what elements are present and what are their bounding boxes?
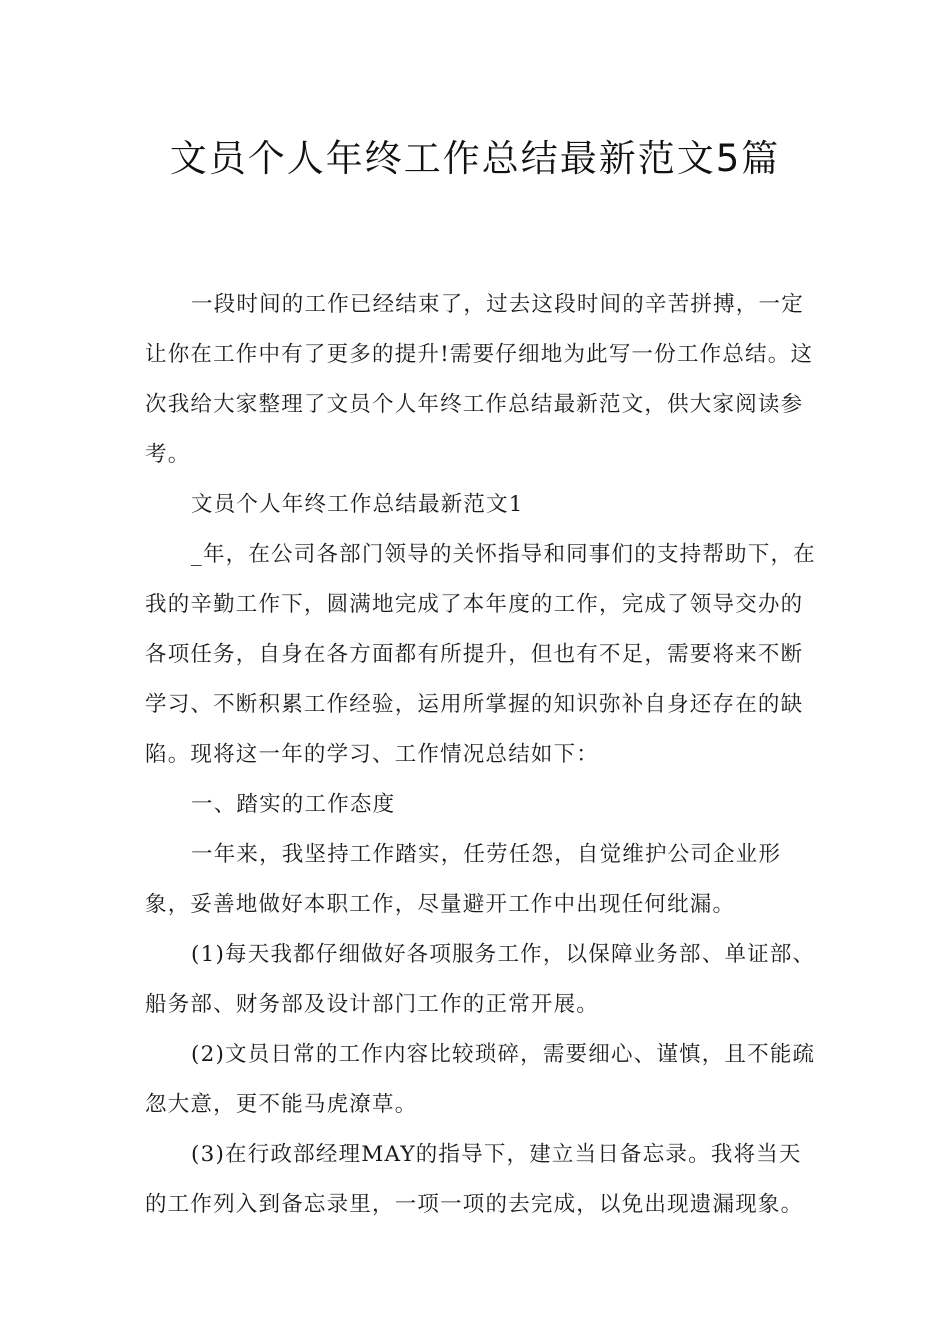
document-title: 文员个人年终工作总结最新范文5篇 [169,137,781,180]
intro-paragraph: 一段时间的工作已经结束了，过去这段时间的辛苦拼搏，一定让你在工作中有了更多的提升!需要仔细地为此写一份工作总结。这次我给大家整理了文员个人年终工作总结最新范文，供大家阅读参考。 [145,292,814,467]
list-item: (2)文员日常的工作内容比较琐碎，需要细心、谨慎，且不能疏忽大意，更不能马虎潦草。 [145,1042,816,1117]
section-heading: 文员个人年终工作总结最新范文1 [191,492,524,517]
document-body [145,280,820,1230]
list-item: (1)每天我都仔细做好各项服务工作，以保障业务部、单证部、船务部、财务部及设计部门工作的正常开展。 [145,942,816,1017]
body-paragraph: 一年来，我坚持工作踏实，任劳任怨，自觉维护公司企业形象，妥善地做好本职工作，尽量避开工作中出现任何纰漏。 [145,842,782,917]
body-paragraph: _年，在公司各部门领导的关怀指导和同事们的支持帮助下，在我的辛勤工作下，圆满地完成了本年度的工作，完成了领导交办的各项任务，自身在各方面都有所提升，但也有不足，需要将来不断学习、不断积累工作经验，运用所掌握的知识弥补自身还存在的缺陷。现将这一年的学习、工作情况总结如下： [145,542,816,767]
subsection-heading: 一、踏实的工作态度 [191,792,396,817]
list-item: (3)在行政部经理MAY的指导下，建立当日备忘录。我将当天的工作列入到备忘录里，一项一项的去完成，以免出现遗漏现象。 [145,1142,804,1217]
